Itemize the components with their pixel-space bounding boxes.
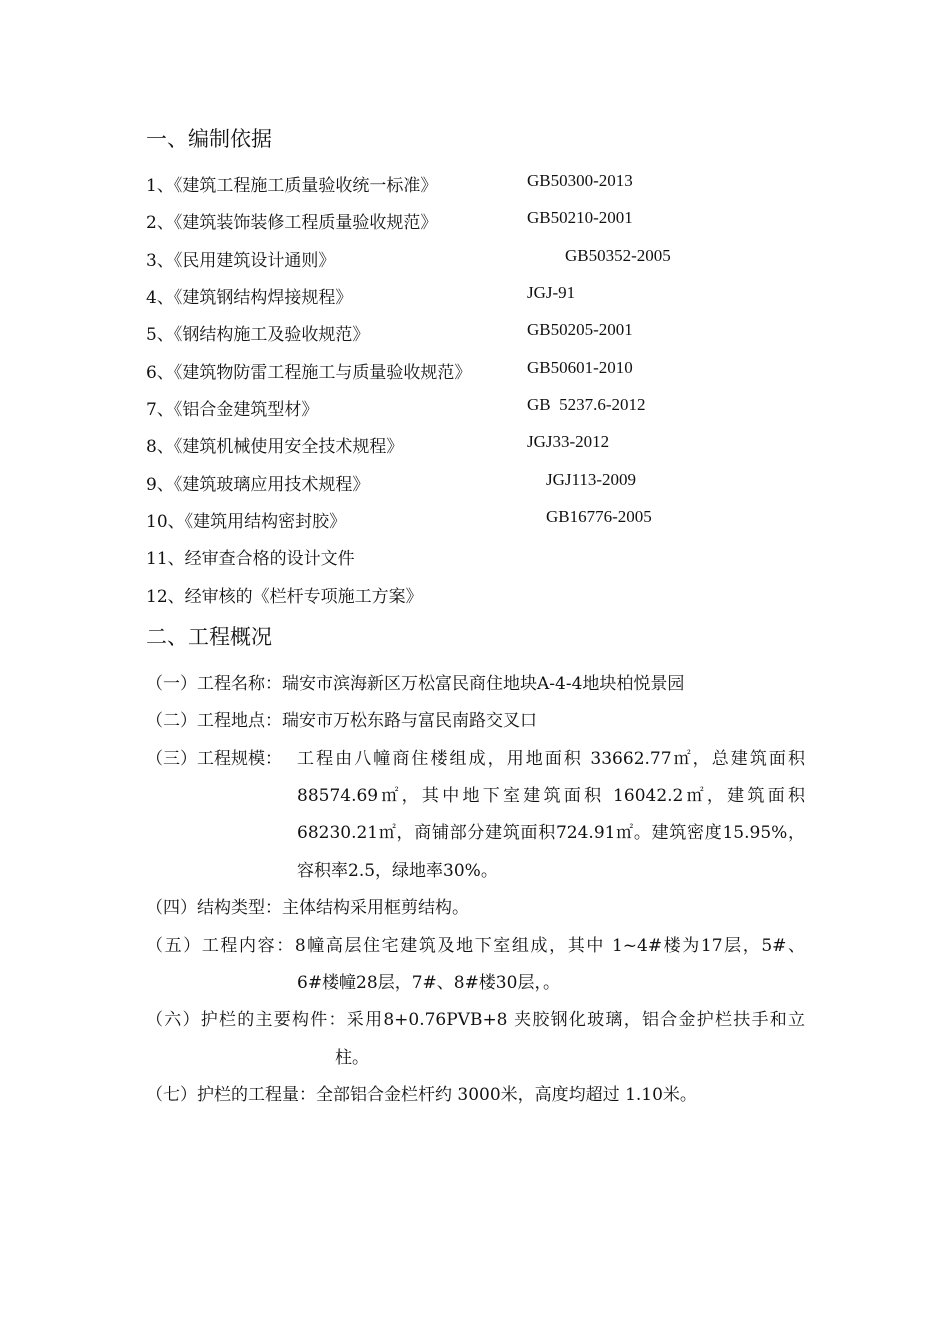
list-item: 4、《建筑钢结构焊接规程》	[146, 288, 353, 308]
overview-content-line: （五）工程内容：8幢高层住宅建筑及地下室组成，其中 1~4#楼为17层，5#、	[146, 936, 805, 956]
overview-quantity: （七）护栏的工程量：全部铝合金栏杆约 3000米，高度均超过 1.10米。	[146, 1085, 697, 1105]
standard-code: JGJ113-2009	[546, 470, 637, 489]
overview-scale-line: 工程由八幢商住楼组成，用地面积 33662.77㎡，总建筑面积	[297, 749, 805, 769]
standard-code: GB50205-2001	[527, 320, 633, 339]
standard-code: JGJ-91	[527, 283, 576, 302]
list-item: 11、经审查合格的设计文件	[146, 549, 355, 569]
list-item: 12、经审核的《栏杆专项施工方案》	[146, 587, 423, 607]
list-item: 8、《建筑机械使用安全技术规程》	[146, 437, 404, 457]
standard-code: GB50300-2013	[527, 171, 633, 190]
list-item: 7、《铝合金建筑型材》	[146, 400, 319, 420]
overview-scale-line: 容积率2.5，绿地率30%。	[297, 861, 498, 881]
standard-code: GB50210-2001	[527, 208, 633, 227]
list-item: 5、《钢结构施工及验收规范》	[146, 325, 370, 345]
list-item: 1、《建筑工程施工质量验收统一标准》	[146, 176, 438, 196]
overview-scale-line: 68230.21㎡，商铺部分建筑面积724.91㎡。建筑密度15.95%，	[297, 823, 805, 843]
section-2-heading: 二、工程概况	[146, 625, 272, 649]
section-1-heading: 一、编制依据	[146, 127, 272, 151]
overview-components-line: （六）护栏的主要构件：采用8+0.76PVB+8 夹胶钢化玻璃，铝合金护栏扶手和立	[146, 1010, 805, 1030]
standard-code: GB16776-2005	[546, 507, 652, 526]
overview-name: （一）工程名称：瑞安市滨海新区万松富民商住地块A-4-4地块柏悦景园	[146, 674, 685, 694]
standard-code: GB 5237.6-2012	[527, 395, 646, 414]
overview-scale-label: （三）工程规模：	[146, 749, 282, 769]
overview-location: （二）工程地点：瑞安市万松东路与富民南路交叉口	[146, 711, 537, 731]
standard-code: GB50601-2010	[527, 358, 633, 377]
standard-code: JGJ33-2012	[527, 432, 610, 451]
overview-content-line: 6#楼幢28层，7#、8#楼30层，。	[297, 973, 560, 993]
list-item: 10、《建筑用结构密封胶》	[146, 512, 347, 532]
overview-components-line: 柱。	[335, 1048, 369, 1068]
standard-code: GB50352-2005	[565, 246, 671, 265]
list-item: 2、《建筑装饰装修工程质量验收规范》	[146, 213, 438, 233]
list-item: 9、《建筑玻璃应用技术规程》	[146, 475, 370, 495]
list-item: 3、《民用建筑设计通则》	[146, 251, 336, 271]
overview-scale-line: 88574.69㎡，其中地下室建筑面积 16042.2㎡，建筑面积	[297, 786, 805, 806]
list-item: 6、《建筑物防雷工程施工与质量验收规范》	[146, 363, 472, 383]
overview-structure: （四）结构类型：主体结构采用框剪结构。	[146, 898, 469, 918]
